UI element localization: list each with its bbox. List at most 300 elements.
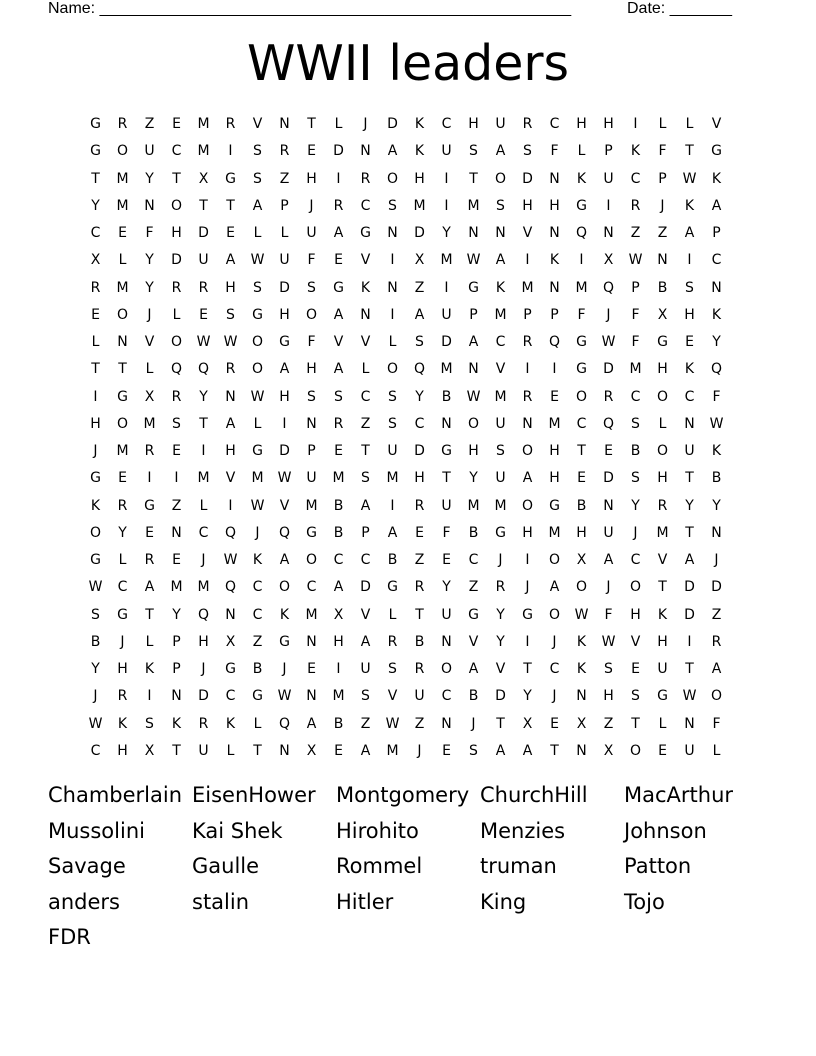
grid-letter: P — [631, 279, 640, 296]
grid-letter: B — [468, 524, 479, 541]
grid-letter: N — [711, 279, 722, 296]
grid-letter: R — [171, 388, 182, 405]
grid-letter: A — [711, 197, 722, 214]
grid-letter: W — [466, 388, 481, 405]
grid-letter: M — [521, 279, 534, 296]
grid-letter: S — [685, 279, 694, 296]
grid-letter: S — [253, 143, 262, 160]
grid-letter: Y — [415, 388, 424, 405]
grid-letter: M — [494, 306, 507, 323]
grid-letter: J — [417, 742, 422, 759]
grid-letter: G — [360, 225, 371, 241]
word-bank-item: Chamberlain — [48, 783, 183, 807]
grid-letter: T — [172, 742, 181, 759]
grid-letter: G — [306, 524, 317, 541]
grid-letter: K — [90, 497, 101, 514]
grid-letter: G — [90, 116, 101, 132]
grid-letter: N — [360, 143, 371, 160]
grid-letter: H — [198, 633, 209, 650]
grid-row — [82, 166, 732, 193]
grid-letter: U — [495, 470, 506, 487]
grid-letter: H — [549, 470, 560, 487]
grid-letter: Y — [523, 688, 532, 705]
grid-letter: E — [91, 306, 100, 323]
grid-letter: A — [468, 334, 479, 350]
grid-letter: G — [657, 688, 668, 705]
grid-letter: K — [576, 170, 587, 187]
word-bank-item: Hitler — [336, 889, 394, 914]
grid-letter: B — [468, 688, 479, 705]
grid-letter: X — [414, 252, 425, 269]
grid-letter: E — [442, 742, 451, 759]
grid-letter: I — [390, 306, 395, 323]
grid-letter: R — [414, 579, 425, 596]
grid-row — [82, 493, 732, 520]
grid-letter: E — [226, 225, 235, 241]
grid-letter: N — [576, 742, 587, 759]
grid-letter: C — [360, 197, 371, 214]
grid-letter: W — [682, 170, 697, 187]
grid-letter: D — [279, 443, 290, 459]
grid-letter: Z — [414, 715, 425, 732]
word-bank-item: Montgomery — [336, 783, 470, 807]
grid-letter: B — [711, 470, 722, 487]
grid-letter: Z — [603, 715, 614, 732]
grid-letter: Q — [602, 279, 615, 296]
grid-letter: P — [604, 143, 613, 160]
grid-letter: D — [711, 579, 722, 596]
grid-letter: W — [250, 252, 265, 269]
grid-letter: E — [631, 661, 640, 677]
grid-letter: G — [387, 579, 398, 596]
grid-letter: U — [441, 606, 452, 623]
grid-letter: S — [91, 606, 100, 623]
grid-letter: D — [198, 225, 209, 241]
grid-letter: J — [498, 552, 503, 568]
grid-letter: S — [388, 197, 397, 214]
grid-letter: M — [467, 197, 480, 214]
grid-letter: O — [278, 579, 291, 596]
grid-letter: K — [711, 170, 722, 187]
grid-row — [82, 520, 732, 547]
grid-letter: C — [441, 688, 452, 705]
grid-letter: A — [684, 552, 695, 568]
grid-letter: D — [495, 688, 506, 705]
grid-letter: P — [712, 225, 721, 241]
grid-letter: L — [253, 715, 262, 732]
word-bank-item: stalin — [192, 889, 250, 914]
grid-letter: H — [306, 361, 317, 378]
grid-letter: M — [629, 361, 642, 378]
grid-letter: C — [549, 661, 560, 677]
grid-letter: T — [577, 443, 586, 459]
grid-letter: B — [630, 443, 641, 459]
grid-letter: M — [305, 497, 318, 514]
grid-letter: W — [601, 334, 616, 350]
grid-letter: G — [279, 334, 290, 350]
grid-letter: S — [388, 388, 397, 405]
grid-letter: S — [415, 334, 424, 350]
grid-letter: T — [199, 197, 208, 214]
grid-letter: R — [117, 688, 128, 705]
grid-letter: A — [360, 742, 371, 759]
grid-letter: D — [684, 579, 695, 596]
grid-letter: G — [576, 197, 587, 214]
grid-letter: R — [117, 116, 128, 132]
grid-letter: E — [577, 470, 586, 487]
grid-letter: Z — [144, 116, 155, 132]
grid-letter: S — [172, 415, 181, 432]
grid-letter: I — [606, 197, 611, 214]
grid-letter: L — [685, 116, 694, 132]
grid-letter: N — [171, 688, 182, 705]
grid-letter: L — [253, 225, 262, 241]
grid-letter: G — [333, 279, 344, 296]
grid-letter: P — [307, 443, 316, 459]
grid-letter: F — [712, 388, 721, 405]
grid-letter: S — [523, 143, 532, 160]
grid-row — [82, 629, 732, 656]
grid-letter: L — [253, 415, 262, 432]
grid-letter: S — [253, 279, 262, 296]
grid-letter: A — [495, 742, 506, 759]
name-blank: _____________________________________________________ — [99, 0, 572, 17]
grid-letter: U — [495, 415, 506, 432]
grid-row — [82, 193, 732, 220]
grid-letter: Y — [91, 661, 100, 677]
grid-letter: I — [444, 279, 449, 296]
word-bank-item: MacArthur — [624, 783, 734, 807]
date-field — [627, 0, 732, 18]
word-bank-item: anders — [48, 889, 121, 914]
grid-letter: K — [117, 715, 128, 732]
grid-letter: E — [172, 552, 181, 568]
grid-letter: G — [117, 606, 128, 623]
grid-letter: N — [360, 306, 371, 323]
grid-letter: W — [277, 688, 292, 705]
grid-row — [82, 356, 732, 383]
grid-letter: S — [469, 742, 478, 759]
grid-letter: V — [630, 633, 641, 650]
grid-letter: Y — [199, 388, 208, 405]
grid-letter: O — [89, 524, 102, 541]
grid-letter: P — [550, 306, 559, 323]
grid-letter: I — [633, 116, 638, 132]
grid-letter: M — [143, 415, 156, 432]
grid-letter: I — [579, 252, 584, 269]
grid-letter: K — [252, 552, 263, 568]
grid-letter: H — [279, 388, 290, 405]
grid-letter: X — [657, 306, 668, 323]
grid-letter: T — [685, 661, 694, 677]
grid-letter: O — [548, 606, 561, 623]
grid-letter: T — [685, 524, 694, 541]
grid-letter: H — [414, 170, 425, 187]
grid-letter: L — [172, 306, 181, 323]
grid-letter: N — [441, 415, 452, 432]
grid-letter: W — [223, 552, 238, 568]
grid-letter: Q — [602, 415, 615, 432]
grid-letter: C — [90, 742, 101, 759]
grid-letter: V — [495, 661, 506, 677]
grid-letter: N — [468, 225, 479, 241]
page-title: WWII leaders — [246, 35, 570, 92]
grid-letter: R — [495, 579, 506, 596]
grid-letter: E — [550, 715, 559, 732]
grid-letter: N — [225, 606, 236, 623]
word-bank-item: Gaulle — [192, 854, 260, 879]
grid-letter: S — [388, 661, 397, 677]
grid-letter: U — [657, 661, 668, 677]
grid-letter: H — [684, 306, 695, 323]
grid-letter: A — [279, 552, 290, 568]
grid-letter: C — [360, 388, 371, 405]
grid-letter: U — [441, 143, 452, 160]
grid-letter: V — [711, 116, 722, 132]
grid-letter: V — [279, 497, 290, 514]
grid-letter: V — [387, 688, 398, 705]
grid-letter: E — [442, 552, 451, 568]
grid-letter: F — [550, 143, 559, 160]
grid-letter: V — [495, 361, 506, 378]
grid-letter: L — [658, 116, 667, 132]
grid-letter: K — [684, 197, 695, 214]
grid-letter: J — [309, 197, 314, 214]
grid-letter: S — [226, 306, 235, 323]
grid-letter: Y — [442, 579, 451, 596]
grid-letter: V — [522, 225, 533, 241]
grid-letter: R — [603, 388, 614, 405]
grid-letter: V — [252, 116, 263, 132]
grid-letter: M — [251, 470, 264, 487]
grid-letter: K — [360, 279, 371, 296]
grid-letter: C — [90, 225, 101, 241]
grid-letter: D — [603, 470, 614, 487]
grid-letter: N — [549, 225, 560, 241]
grid-letter: A — [603, 552, 614, 568]
grid-letter: A — [333, 306, 344, 323]
grid-letter: X — [576, 715, 587, 732]
grid-letter: H — [117, 661, 128, 677]
grid-letter: D — [279, 279, 290, 296]
grid-letter: J — [255, 524, 260, 541]
grid-letter: F — [442, 524, 451, 541]
grid-letter: L — [226, 742, 235, 759]
grid-letter: F — [631, 334, 640, 350]
grid-letter: T — [685, 470, 694, 487]
grid-letter: T — [658, 579, 667, 596]
grid-letter: O — [521, 443, 534, 459]
grid-letter: D — [522, 170, 533, 187]
grid-letter: R — [144, 552, 155, 568]
grid-letter: I — [525, 252, 530, 269]
grid-letter: W — [88, 715, 103, 732]
grid-letter: G — [117, 388, 128, 405]
grid-letter: I — [228, 497, 233, 514]
grid-letter: A — [252, 197, 263, 214]
grid-letter: B — [333, 715, 344, 732]
grid-letter: N — [225, 388, 236, 405]
grid-letter: K — [576, 633, 587, 650]
grid-letter: D — [603, 361, 614, 378]
grid-letter: W — [250, 388, 265, 405]
grid-letter: U — [387, 443, 398, 459]
grid-letter: L — [199, 497, 208, 514]
grid-letter: X — [225, 633, 236, 650]
grid-letter: G — [657, 334, 668, 350]
grid-letter: J — [120, 633, 125, 650]
grid-letter: H — [468, 116, 479, 132]
grid-letter: Y — [442, 225, 451, 241]
grid-letter: U — [684, 443, 695, 459]
grid-letter: B — [387, 552, 398, 568]
grid-letter: U — [684, 742, 695, 759]
grid-letter: J — [471, 715, 476, 732]
grid-letter: G — [144, 497, 155, 514]
grid-letter: G — [522, 606, 533, 623]
grid-letter: N — [549, 279, 560, 296]
grid-letter: O — [548, 552, 561, 568]
grid-letter: D — [387, 116, 398, 132]
grid-letter: H — [414, 470, 425, 487]
grid-letter: H — [90, 415, 101, 432]
grid-letter: O — [710, 688, 723, 705]
grid-letter: G — [225, 170, 236, 187]
grid-letter: N — [711, 524, 722, 541]
grid-letter: M — [386, 742, 399, 759]
grid-letter: K — [495, 279, 506, 296]
grid-letter: L — [118, 552, 127, 568]
grid-letter: T — [145, 606, 154, 623]
grid-letter: I — [174, 470, 179, 487]
grid-letter: G — [549, 497, 560, 514]
grid-letter: N — [171, 524, 182, 541]
letter-grid — [82, 111, 732, 765]
grid-letter: S — [361, 688, 370, 705]
grid-letter: E — [658, 742, 667, 759]
grid-letter: W — [250, 497, 265, 514]
grid-letter: J — [147, 306, 152, 323]
grid-letter: T — [685, 143, 694, 160]
grid-letter: N — [549, 170, 560, 187]
grid-letter: D — [360, 579, 371, 596]
grid-row — [82, 220, 732, 247]
grid-letter: C — [468, 552, 479, 568]
grid-letter: U — [360, 661, 371, 677]
grid-letter: W — [196, 334, 211, 350]
grid-letter: Y — [631, 497, 640, 514]
grid-letter: N — [441, 715, 452, 732]
grid-letter: U — [603, 524, 614, 541]
grid-letter: B — [441, 388, 452, 405]
grid-letter: O — [575, 388, 588, 405]
grid-letter: H — [603, 116, 614, 132]
grid-letter: S — [604, 661, 613, 677]
grid-row — [82, 465, 732, 492]
grid-letter: D — [333, 143, 344, 160]
grid-letter: R — [225, 361, 236, 378]
grid-letter: L — [91, 334, 100, 350]
grid-letter: Q — [710, 361, 723, 378]
grid-letter: N — [603, 225, 614, 241]
grid-letter: Z — [360, 715, 371, 732]
grid-letter: X — [603, 252, 614, 269]
grid-letter: R — [90, 279, 101, 296]
grid-letter: A — [333, 579, 344, 596]
grid-letter: J — [93, 688, 98, 705]
grid-letter: H — [603, 688, 614, 705]
grid-letter: Z — [414, 552, 425, 568]
grid-letter: X — [306, 742, 317, 759]
grid-letter: Y — [469, 470, 478, 487]
grid-letter: A — [360, 633, 371, 650]
grid-letter: M — [440, 252, 453, 269]
grid-letter: C — [306, 579, 317, 596]
word-bank-item: Mussolini — [48, 818, 145, 843]
grid-letter: M — [332, 688, 345, 705]
grid-letter: N — [279, 742, 290, 759]
grid-letter: H — [171, 225, 182, 241]
grid-row — [82, 384, 732, 411]
grid-letter: M — [494, 388, 507, 405]
grid-row — [82, 329, 732, 356]
grid-letter: A — [522, 470, 533, 487]
grid-row — [82, 438, 732, 465]
grid-letter: E — [415, 524, 424, 541]
grid-letter: M — [305, 606, 318, 623]
grid-letter: N — [441, 633, 452, 650]
grid-letter: Z — [279, 170, 290, 187]
grid-letter: N — [657, 252, 668, 269]
grid-letter: I — [147, 688, 152, 705]
grid-letter: C — [576, 415, 587, 432]
grid-row — [82, 547, 732, 574]
grid-letter: G — [711, 143, 722, 160]
grid-letter: W — [88, 579, 103, 596]
grid-letter: K — [657, 606, 668, 623]
grid-letter: R — [387, 633, 398, 650]
grid-letter: Q — [197, 361, 210, 378]
grid-letter: K — [144, 661, 155, 677]
grid-letter: K — [414, 143, 425, 160]
grid-letter: L — [658, 715, 667, 732]
grid-letter: O — [656, 443, 669, 459]
grid-letter: J — [714, 552, 719, 568]
grid-letter: N — [144, 197, 155, 214]
grid-letter: I — [147, 470, 152, 487]
grid-letter: G — [252, 443, 263, 459]
grid-letter: Z — [414, 279, 425, 296]
grid-letter: M — [656, 524, 669, 541]
grid-letter: N — [279, 116, 290, 132]
grid-letter: M — [116, 443, 129, 459]
grid-letter: U — [198, 252, 209, 269]
grid-letter: F — [712, 715, 721, 732]
grid-letter: E — [334, 252, 343, 269]
grid-letter: D — [414, 443, 425, 459]
grid-letter: O — [494, 170, 507, 187]
grid-letter: N — [576, 688, 587, 705]
grid-letter: O — [116, 306, 129, 323]
date-blank: _______ — [669, 0, 732, 17]
grid-letter: W — [385, 715, 400, 732]
grid-letter: I — [228, 143, 233, 160]
grid-letter: S — [307, 279, 316, 296]
grid-letter: C — [684, 388, 695, 405]
grid-letter: N — [306, 415, 317, 432]
grid-letter: R — [522, 334, 533, 350]
grid-letter: M — [170, 579, 183, 596]
